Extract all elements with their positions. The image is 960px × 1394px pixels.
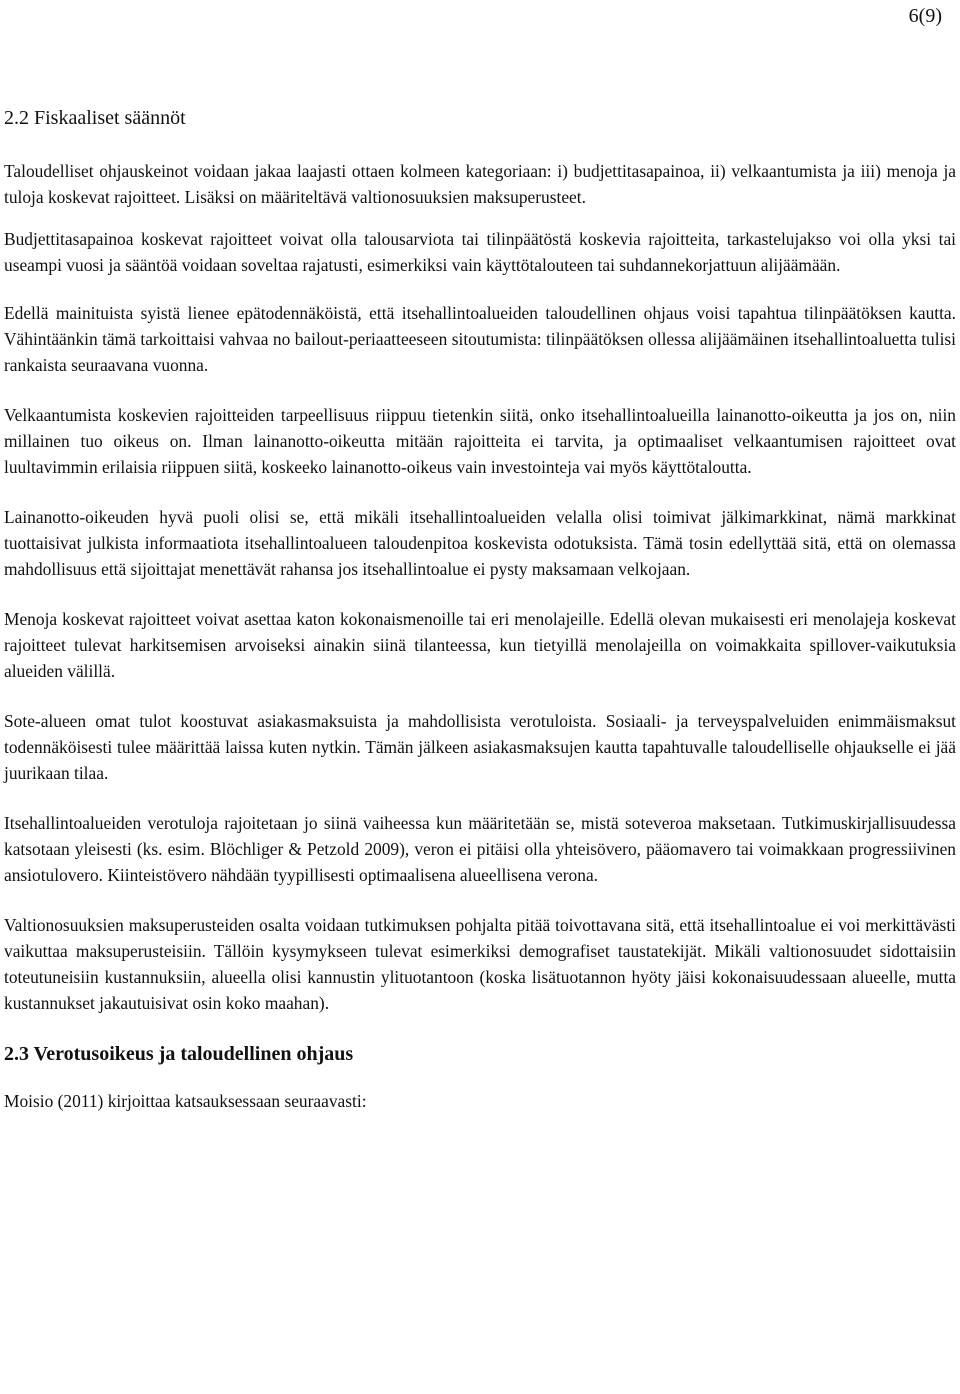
section-heading: 2.2 Fiskaaliset säännöt (4, 107, 186, 129)
paragraph: Taloudelliset ohjauskeinot voidaan jakaa laajasti ottaen kolmeen kategoriaan: i) budjettitasapainoa, ii) velkaantumista ja iii) menoja ja tuloja koskevat rajoitteet. Lisäksi on määriteltävä valtionosuuksien maksuperusteet. (4, 161, 956, 207)
paragraph: Menoja koskevat rajoitteet voivat asettaa katon kokonaismenoille tai eri menolajeille. Edellä olevan mukaisesti eri menolajeja koskevat rajoitteet tulevat harkitsemisen arvoiseksi ainakin siinä tilanteessa, kun tietyillä menolajeilla on voimakkaita spillover-vaikutuksia alueiden välillä. (4, 609, 956, 681)
page-number: 6(9) (908, 5, 942, 27)
paragraph: Sote-alueen omat tulot koostuvat asiakasmaksuista ja mahdollisista verotuloista. Sosiaali- ja terveyspalveluiden enimmäismaksut todennäköisesti tulee määrittää laissa kuten nytkin. Tämän jälkeen asiakasmaksujen kautta tapahtuvalle taloudelliselle ohjaukselle ei jää juurikaan tilaa. (4, 711, 956, 783)
paragraph: Moisio (2011) kirjoittaa katsauksessaan seuraavasti: (4, 1091, 367, 1111)
paragraph: Velkaantumista koskevien rajoitteiden tarpeellisuus riippuu tietenkin siitä, onko itsehallintoalueilla lainanotto-oikeutta ja jos on, niin millainen tuo oikeus on. Ilman lainanotto-oikeutta mitään rajoitteita ei tarvita, ja optimaaliset velkaantumisen rajoitteet ovat luultavimmin erilaisia riippuen siitä, koskeeko lainanotto-oikeus vain investointeja vai myös käyttötaloutta. (4, 405, 956, 477)
paragraph: Edellä mainituista syistä lienee epätodennäköistä, että itsehallintoalueiden taloudellinen ohjaus voisi tapahtua tilinpäätöksen kautta. Vähintäänkin tämä tarkoittaisi vahvaa no bailout-periaatteeseen sitoutumista: tilinpäätöksen ollessa alijäämäinen itsehallintoaluetta tulisi rankaista seuraavana vuonna. (4, 303, 956, 375)
paragraph: Budjettitasapainoa koskevat rajoitteet voivat olla talousarviota tai tilinpäätöstä koskevia rajoitteita, tarkastelujakso voi olla yksi tai useampi vuosi ja sääntöä voidaan soveltaa rajatusti, esimerkiksi vain käyttötalouteen tai suhdannekorjattuun alijäämään. (4, 229, 956, 275)
document-body (4, 106, 956, 1139)
paragraph: Lainanotto-oikeuden hyvä puoli olisi se, että mikäli itsehallintoalueiden velalla olisi toimivat jälkimarkkinat, nämä markkinat tuottaisivat julkista informaatiota itsehallintoalueen taloudenpitoa koskevista odotuksista. Tämä tosin edellyttää sitä, että on olemassa mahdollisuus että sijoittajat menettävät rahansa jos itsehallintoalue ei pysty maksamaan velkojaan. (4, 507, 956, 579)
paragraph: Itsehallintoalueiden verotuloja rajoitetaan jo siinä vaiheessa kun määritetään se, mistä soteveroa maksetaan. Tutkimuskirjallisuudessa katsotaan yleisesti (ks. esim. Blöchliger & Petzold 2009), veron ei pitäisi olla yhteisövero, pääomavero tai voimakkaan progressiivinen ansiotulovero. Kiinteistövero nähdään tyypillisesti optimaalisena alueellisena verona. (4, 813, 956, 885)
section-heading: 2.3 Verotusoikeus ja taloudellinen ohjaus (4, 1043, 354, 1065)
paragraph: Valtionosuuksien maksuperusteiden osalta voidaan tutkimuksen pohjalta pitää toivottavana sitä, että itsehallintoalue ei voi merkittävästi vaikuttaa maksuperusteisiin. Tällöin kysymykseen tulevat esimerkiksi demografiset taustatekijät. Mikäli valtionosuudet sidottaisiin toteutuneisiin kustannuksiin, alueella olisi kannustin ylituotantoon (koska lisätuotannon hyöty jäisi kokonaisuudessaan alueelle, mutta kustannukset jakautuisivat osin koko maahan). (4, 915, 956, 1013)
